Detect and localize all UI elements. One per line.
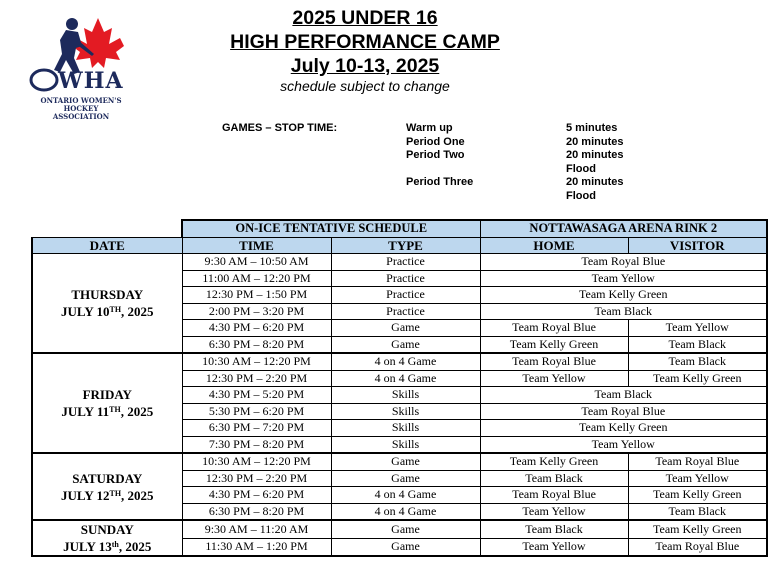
home-cell: Team Kelly Green (480, 336, 628, 353)
period-names (406, 122, 473, 190)
title-line-1: 2025 UNDER 16 (292, 7, 438, 29)
visitor-cell: Team Kelly Green (628, 370, 767, 387)
visitor-cell: Team Yellow (628, 320, 767, 337)
period-name: Period Three (406, 176, 474, 189)
day-date-prefix: JULY 11 (61, 404, 110, 419)
day-date-year: , 2025 (120, 404, 154, 419)
time-cell: 6:30 PM – 8:20 PM (182, 503, 331, 520)
day-date-prefix: JULY 13 (63, 539, 112, 554)
team-cell: Team Yellow (480, 436, 767, 453)
table-row (32, 353, 767, 370)
time-cell: 4:30 PM – 6:20 PM (182, 487, 331, 504)
time-cell: 12:30 PM – 1:50 PM (182, 287, 331, 304)
date-cell (32, 520, 182, 556)
visitor-cell: Team Yellow (628, 470, 767, 487)
day-name: SATURDAY (72, 470, 143, 486)
home-cell: Team Black (480, 520, 628, 538)
table-row (32, 453, 767, 470)
home-cell: Team Black (480, 470, 628, 487)
time-cell: 10:30 AM – 12:20 PM (182, 353, 331, 370)
day-date-prefix: JULY 10 (60, 304, 110, 319)
banner-row (32, 220, 767, 237)
day-name: THURSDAY (71, 287, 144, 302)
type-cell: Practice (331, 270, 480, 287)
day-date-year: , 2025 (121, 487, 154, 503)
time-cell: 12:30 PM – 2:20 PM (182, 370, 331, 387)
time-cell: 9:30 AM – 11:20 AM (182, 520, 331, 538)
day-date-ordinal: TH (109, 488, 122, 498)
type-cell: Game (331, 453, 480, 470)
type-cell: 4 on 4 Game (331, 487, 480, 504)
games-label: GAMES – STOP TIME: (222, 122, 338, 134)
team-cell: Team Royal Blue (480, 403, 767, 420)
day-name: FRIDAY (82, 387, 132, 402)
type-cell: 4 on 4 Game (331, 370, 480, 387)
maple-leaf-hockey-player-icon (20, 10, 160, 110)
logo-org-line1: ONTARIO WOMEN'S HOCKEY (40, 96, 122, 113)
type-cell: Skills (331, 387, 480, 404)
home-cell: Team Royal Blue (480, 353, 628, 370)
period-name: Period One (406, 135, 465, 148)
visitor-cell: Team Kelly Green (628, 520, 767, 538)
team-cell: Team Yellow (480, 270, 767, 287)
visitor-cell: Team Royal Blue (628, 453, 767, 470)
period-note: Flood (566, 189, 596, 202)
day-date-ordinal: th (111, 540, 119, 549)
period-duration: 20 minutes (566, 149, 624, 162)
period-duration: 20 minutes (566, 135, 624, 148)
time-cell: 4:30 PM – 6:20 PM (182, 320, 331, 337)
time-cell: 6:30 PM – 8:20 PM (182, 336, 331, 353)
period-duration: 20 minutes (566, 176, 624, 189)
home-cell: Team Kelly Green (480, 453, 628, 470)
team-cell: Team Black (480, 387, 767, 404)
header-date: DATE (32, 237, 182, 254)
banner-left: ON-ICE TENTATIVE SCHEDULE (182, 220, 480, 237)
type-cell: 4 on 4 Game (331, 503, 480, 520)
day-date (33, 487, 182, 504)
team-cell: Team Kelly Green (480, 287, 767, 304)
day-date-ordinal: TH (109, 305, 122, 314)
time-cell: 4:30 PM – 5:20 PM (182, 387, 331, 404)
home-cell: Team Yellow (480, 503, 628, 520)
time-cell: 12:30 PM – 2:20 PM (182, 470, 331, 487)
date-cell (32, 254, 182, 354)
visitor-cell: Team Black (628, 503, 767, 520)
type-cell: Game (331, 520, 480, 538)
time-cell: 10:30 AM – 12:20 PM (182, 453, 331, 470)
day-date (33, 303, 182, 320)
day-date (33, 403, 182, 420)
home-cell: Team Royal Blue (480, 320, 628, 337)
time-cell: 2:00 PM – 3:20 PM (182, 303, 331, 320)
type-cell: Game (331, 538, 480, 556)
title-line-3: July 10-13, 2025 (290, 55, 440, 77)
title-block (200, 6, 530, 95)
logo-acronym: WHA (58, 68, 124, 94)
day-date-ordinal: TH (109, 405, 121, 414)
table-row (32, 254, 767, 271)
banner-right: NOTTAWASAGA ARENA RINK 2 (480, 220, 767, 237)
header-row (32, 237, 767, 254)
home-cell: Team Yellow (480, 538, 628, 556)
logo-org-name (22, 97, 140, 121)
logo-org-line2: ASSOCIATION (52, 112, 110, 121)
header-time: TIME (182, 237, 331, 254)
date-cell (32, 453, 182, 520)
date-cell (32, 353, 182, 453)
team-cell: Team Black (480, 303, 767, 320)
team-cell: Team Royal Blue (480, 254, 767, 271)
table-row (32, 520, 767, 538)
visitor-cell: Team Black (628, 336, 767, 353)
home-cell: Team Royal Blue (480, 487, 628, 504)
day-date-prefix: JULY 12 (60, 487, 110, 503)
team-cell: Team Kelly Green (480, 420, 767, 437)
type-cell: Game (331, 336, 480, 353)
header-visitor: VISITOR (628, 237, 767, 254)
type-cell: Skills (331, 420, 480, 437)
type-cell: Practice (331, 254, 480, 271)
schedule-table (31, 219, 768, 557)
time-cell: 11:30 AM – 1:20 PM (182, 538, 331, 556)
time-cell: 7:30 PM – 8:20 PM (182, 436, 331, 453)
type-cell: 4 on 4 Game (331, 353, 480, 370)
day-name: SUNDAY (80, 522, 134, 537)
visitor-cell: Team Kelly Green (628, 487, 767, 504)
time-cell: 6:30 PM – 7:20 PM (182, 420, 331, 437)
subtitle: schedule subject to change (280, 78, 450, 94)
period-durations (566, 122, 623, 204)
type-cell: Game (331, 470, 480, 487)
type-cell: Practice (331, 303, 480, 320)
home-cell: Team Yellow (480, 370, 628, 387)
period-duration: 5 minutes (566, 122, 618, 134)
type-cell: Skills (331, 436, 480, 453)
day-date (33, 538, 182, 555)
type-cell: Game (331, 320, 480, 337)
time-cell: 5:30 PM – 6:20 PM (182, 403, 331, 420)
period-name: Period Two (406, 149, 465, 162)
day-date-year: , 2025 (118, 539, 152, 554)
time-cell: 9:30 AM – 10:50 AM (182, 254, 331, 271)
type-cell: Practice (331, 287, 480, 304)
period-name: Warm up (406, 122, 453, 134)
day-date-year: , 2025 (121, 304, 154, 319)
period-note: Flood (566, 162, 596, 175)
time-cell: 11:00 AM – 12:20 PM (182, 270, 331, 287)
visitor-cell: Team Royal Blue (628, 538, 767, 556)
visitor-cell: Team Black (628, 353, 767, 370)
title-line-2: HIGH PERFORMANCE CAMP (230, 31, 500, 53)
header-type: TYPE (331, 237, 480, 254)
header-home: HOME (480, 237, 628, 254)
type-cell: Skills (331, 403, 480, 420)
